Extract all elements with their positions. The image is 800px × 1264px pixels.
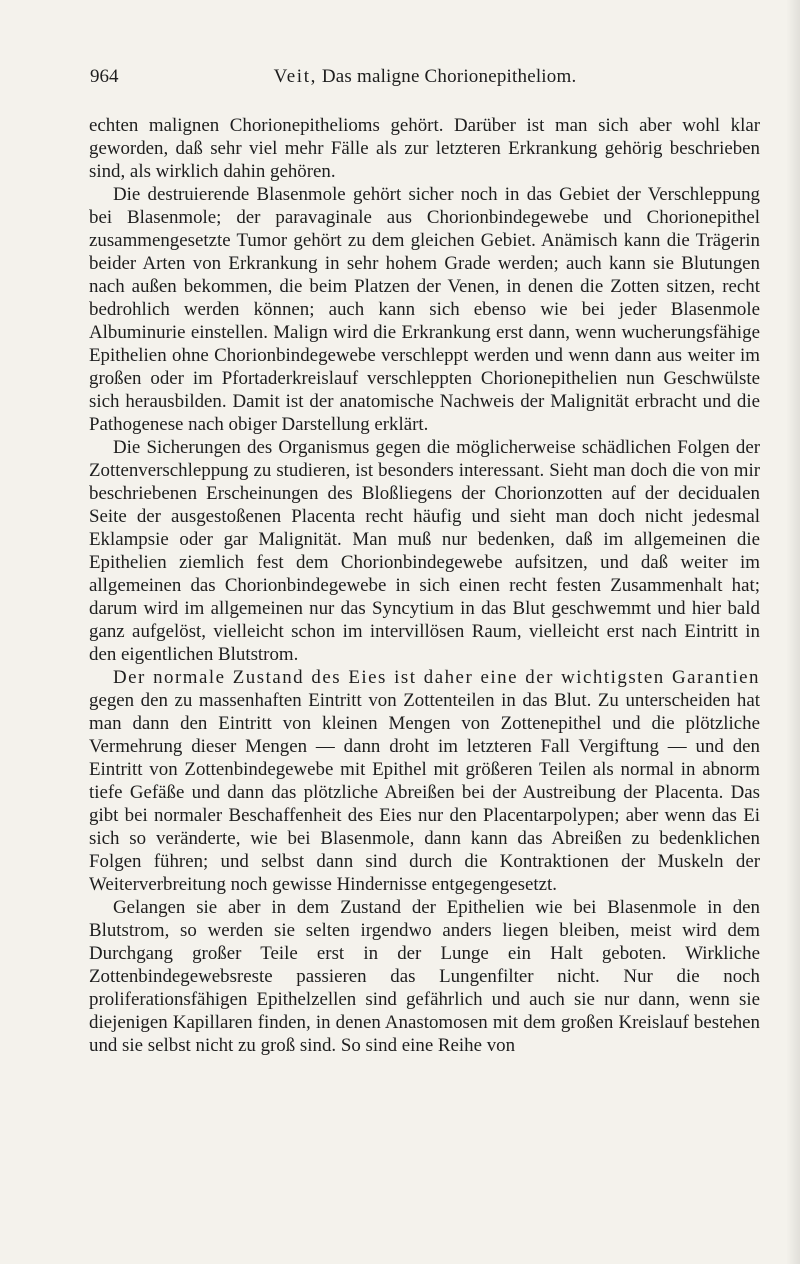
paragraph-text: Gelangen sie aber in dem Zustand der Epithelien wie bei Blasenmole in den Blutstrom, so werden sie selten irgendwo anders liegen bleiben, meist wird dem Durchgang großer Teile erst in der Lunge ein Halt geboten. Wirkliche Zottenbindegewebsreste passieren das Lungenfilter nicht. Nur die noch proliferationsfähigen Epithelzellen sind gefährlich und auch sie nur dann, wenn sie diejenigen Kapillaren finden, in denen Anastomosen mit dem großen Kreislauf bestehen und sie selbst nicht zu groß sind. So sind eine Reihe von <box>89 897 760 1056</box>
emphasized-lead: Der normale Zustand des Eies ist daher eine der wichtigsten Garantien <box>113 667 760 688</box>
page-header <box>90 66 760 90</box>
paragraph-text: Die destruierende Blasenmole gehört sicher noch in das Gebiet der Verschleppung bei Blasenmole; der paravaginale aus Chorionbindegewebe und Chorionepithel zusammengesetzte Tumor gehört zu dem gleichen Gebiet. Anämisch kann die Trägerin beider Arten von Erkrankung in sehr hohem Grade werden; auch kann sie Blutungen nach außen bekommen, die beim Platzen der Venen, in denen die Zotten sitzen, recht bedrohlich werden können; auch kann sich ebenso wie bei jeder Blasenmole Albuminurie einstellen. Malign wird die Erkrankung erst dann, wenn wucherungsfähige Epithelien ohne Chorionbindegewebe verschleppt werden und wenn dann aus weiter im großen oder im Pfortaderkreislauf verschleppten Chorionepithelien nun Geschwülste sich herausbilden. Damit ist der anatomische Nachweis der Malignität erbracht und die Pathogenese nach obiger Darstellung erklärt. <box>89 184 760 435</box>
body-text <box>89 114 760 1057</box>
paragraph-4 <box>89 666 760 896</box>
page-number: 964 <box>90 66 119 87</box>
running-head-author: Veit, <box>273 66 317 87</box>
paragraph-3 <box>89 436 760 666</box>
running-head <box>90 66 760 88</box>
paragraph-5 <box>89 896 760 1057</box>
page-edge-shadow <box>786 0 800 1264</box>
running-head-title: Das maligne Chorionepitheliom. <box>316 66 577 87</box>
paragraph-text: Die Sicherungen des Organismus gegen die möglicherweise schädlichen Folgen der Zottenverschleppung zu studieren, ist besonders interessant. Sieht man doch die von mir beschriebenen Erscheinungen des Bloßliegens der Chorionzotten auf der decidualen Seite der ausgestoßenen Placenta recht häufig und sieht man doch nicht jedesmal Eklampsie oder gar Malignität. Man muß nur bedenken, daß im allgemeinen die Epithelien ziemlich fest dem Chorionbindegewebe aufsitzen, und daß weiter im allgemeinen das Chorionbindegewebe in sich einen recht festen Zusammenhalt hat; darum wird im allgemeinen nur das Syncytium in das Blut geschwemmt und hier bald ganz aufgelöst, vielleicht schon im intervillösen Raum, vielleicht erst nach Eintritt in den eigentlichen Blutstrom. <box>89 437 760 665</box>
paragraph-2 <box>89 183 760 436</box>
paragraph-1 <box>89 114 760 183</box>
paragraph-text: gegen den zu massenhaften Eintritt von Zottenteilen in das Blut. Zu unterscheiden hat man dann den Eintritt von kleinen Mengen von Zottenepithel und die plötzliche Vermehrung dieser Mengen — dann droht im letzteren Fall Vergiftung — und den Eintritt von Zottenbindegewebe mit Epithel mit größeren Teilen als normal in abnorm tiefe Gefäße und dann das plötzliche Abreißen bei der Austreibung der Placenta. Das gibt bei normaler Beschaffenheit des Eies nur den Placentarpolypen; aber wenn das Ei sich so veränderte, wie bei Blasenmole, dann kann das Abreißen zu bedenklichen Folgen führen; und selbst dann sind durch die Kontraktionen der Muskeln der Weiterverbreitung noch gewisse Hindernisse entgegengesetzt. <box>89 690 760 895</box>
paragraph-text: echten malignen Chorionepithelioms gehört. Darüber ist man sich aber wohl klar geworden, daß sehr viel mehr Fälle als zur letzteren Erkrankung gehörig beschrieben sind, als wirklich dahin gehören. <box>89 115 760 182</box>
